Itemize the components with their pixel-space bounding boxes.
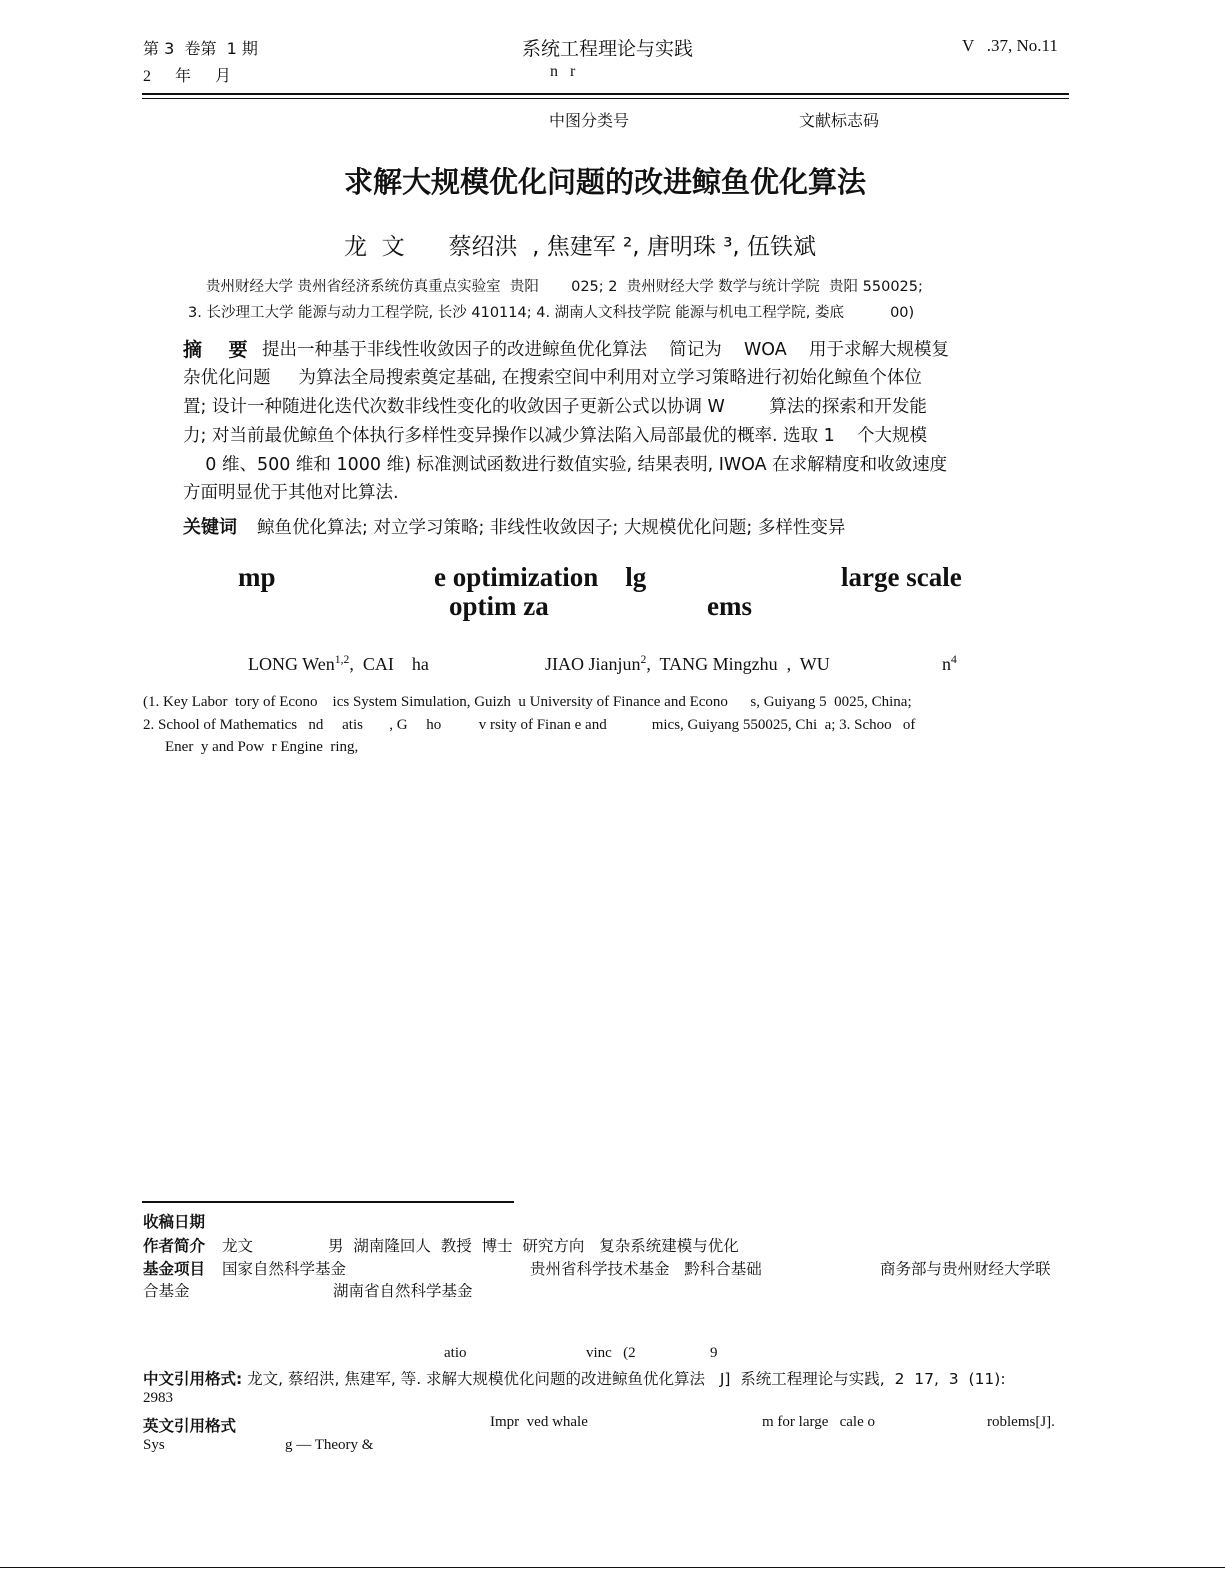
abstract-line-2: 杂优化问题 为算法全局搜索奠定基础, 在搜索空间中利用对立学习策略进行初始化鲸鱼个体位 bbox=[183, 368, 922, 388]
authors-en-2: JIAO Jianjun$^2$, TANG Mingzhu , WU bbox=[545, 653, 830, 674]
cite-cn: 中文引用格式: 龙文, 蔡绍洪, 焦建军, 等. 求解大规模优化问题的改进鲸鱼优化算法 J] 系统工程理论与实践, 2 17, 3 (11): bbox=[143, 1370, 1006, 1388]
cite-en-label: 英文引用格式 bbox=[143, 1417, 237, 1435]
doc-code-label: 文献标志码 bbox=[799, 111, 880, 130]
header-rule-top bbox=[142, 93, 1069, 95]
fund-text-4: 合基金 bbox=[143, 1282, 190, 1300]
journal-name: 系统工程理论与实践 bbox=[522, 38, 694, 60]
affiliation-cn-line1: 贵州财经大学 贵州省经济系统仿真重点实验室 贵阳 025; 2 贵州财经大学 数学与统计学院 贵阳 550025; bbox=[206, 279, 923, 295]
journal-volume-issue: 第 3 卷第 1 期 bbox=[143, 39, 258, 58]
cite-en-line2-part2: g — Theory & bbox=[285, 1437, 374, 1453]
cite-cn-line2: 2983 bbox=[143, 1390, 173, 1406]
affiliation-en-line2: 2. School of Mathematics nd atis , G ho v rsity of Finan e and mics, Guiyang 550025, Chi a; 3. Schoo of bbox=[143, 717, 916, 733]
abstract-label: 摘 要 bbox=[183, 339, 248, 361]
fund-text-1: 国家自然科学基金 bbox=[222, 1260, 347, 1278]
paper-title-en-part2: e optimization lg bbox=[434, 562, 647, 592]
cite-en-part3: roblems[J]. bbox=[987, 1414, 1055, 1430]
fund-label: 基金项目 bbox=[143, 1260, 206, 1278]
abstract-line-5: 0 维、500 维和 1000 维) 标准测试函数进行数值实验, 结果表明, IWOA 在求解精度和收敛速度 bbox=[183, 455, 948, 475]
fund-text-2: 贵州省科学技术基金 黔科合基础 bbox=[530, 1260, 762, 1278]
fund-text-5: 湖南省自然科学基金 bbox=[333, 1282, 473, 1300]
abstract-line-1: 提出一种基于非线性收敛因子的改进鲸鱼优化算法 简记为 WOA 用于求解大规模复 bbox=[262, 340, 949, 360]
journal-name-en: n r bbox=[550, 63, 576, 80]
author-bio-text: 男 湖南隆回人 教授 博士 研究方向 复杂系统建模与优化 bbox=[328, 1237, 739, 1255]
authors-cn: 龙 文 蔡绍洪 , 焦建军 ², 唐明珠 ³, 伍铁斌 bbox=[344, 234, 817, 260]
stray-text-3: 9 bbox=[710, 1345, 718, 1361]
stray-text-1: atio bbox=[444, 1345, 467, 1361]
cite-en-part1: Impr ved whale bbox=[490, 1414, 588, 1430]
journal-volume-en: V .37, No.11 bbox=[962, 36, 1058, 55]
keywords-label: 关键词 bbox=[183, 517, 237, 538]
cite-en-part2: m for large cale o bbox=[762, 1414, 876, 1430]
stray-text-2: vinc (2 bbox=[586, 1345, 636, 1361]
affiliation-cn-line2: 3. 长沙理工大学 能源与动力工程学院, 长沙 410114; 4. 湖南人文科技学院 能源与机电工程学院, 娄底 00) bbox=[188, 305, 915, 321]
author-bio-label: 作者简介 bbox=[143, 1237, 206, 1255]
keywords-text: 鲸鱼优化算法; 对立学习策略; 非线性收敛因子; 大规模优化问题; 多样性变异 bbox=[257, 518, 846, 538]
abstract-line-4: 力; 对当前最优鲸鱼个体执行多样性变异操作以减少算法陷入局部最优的概率. 选取 1 个大规模 bbox=[183, 426, 928, 446]
abstract-line-6: 方面明显优于其他对比算法. bbox=[183, 483, 399, 503]
paper-title-cn: 求解大规模优化问题的改进鲸鱼优化算法 bbox=[343, 165, 866, 199]
received-label: 收稿日期 bbox=[143, 1213, 206, 1231]
journal-date: 2 年 月 bbox=[143, 68, 232, 85]
affiliation-en-line1: (1. Key Labor tory of Econo ics System Simulation, Guizh u University of Finance and Econo s, Guiyang 5 0025, China; bbox=[143, 694, 912, 710]
authors-en-3: $n^4$ bbox=[942, 653, 957, 674]
header-rule-bottom bbox=[142, 98, 1069, 99]
abstract-line-3: 置; 设计一种随进化迭代次数非线性变化的收敛因子更新公式以协调 W 算法的探索和开发能 bbox=[183, 397, 927, 417]
affiliation-en-line3: Ener y and Pow r Engine ring, bbox=[165, 739, 359, 755]
footnote-rule bbox=[142, 1201, 514, 1203]
paper-title-en-part1: mp bbox=[238, 562, 276, 592]
paper-title-en-part3: large scale bbox=[841, 562, 962, 592]
authors-en-1: LONG Wen$^{1,2}$, CAI ha bbox=[248, 653, 429, 674]
cite-en-line2-part1: Sys bbox=[143, 1437, 165, 1453]
author-bio-name: 龙文 bbox=[222, 1237, 254, 1255]
page-bottom-rule bbox=[0, 1567, 1225, 1568]
clc-label: 中图分类号 bbox=[549, 111, 630, 130]
paper-title-en-part4: optim za bbox=[449, 591, 549, 621]
paper-title-en-part5: ems bbox=[707, 591, 752, 621]
fund-text-3: 商务部与贵州财经大学联 bbox=[880, 1260, 1051, 1278]
